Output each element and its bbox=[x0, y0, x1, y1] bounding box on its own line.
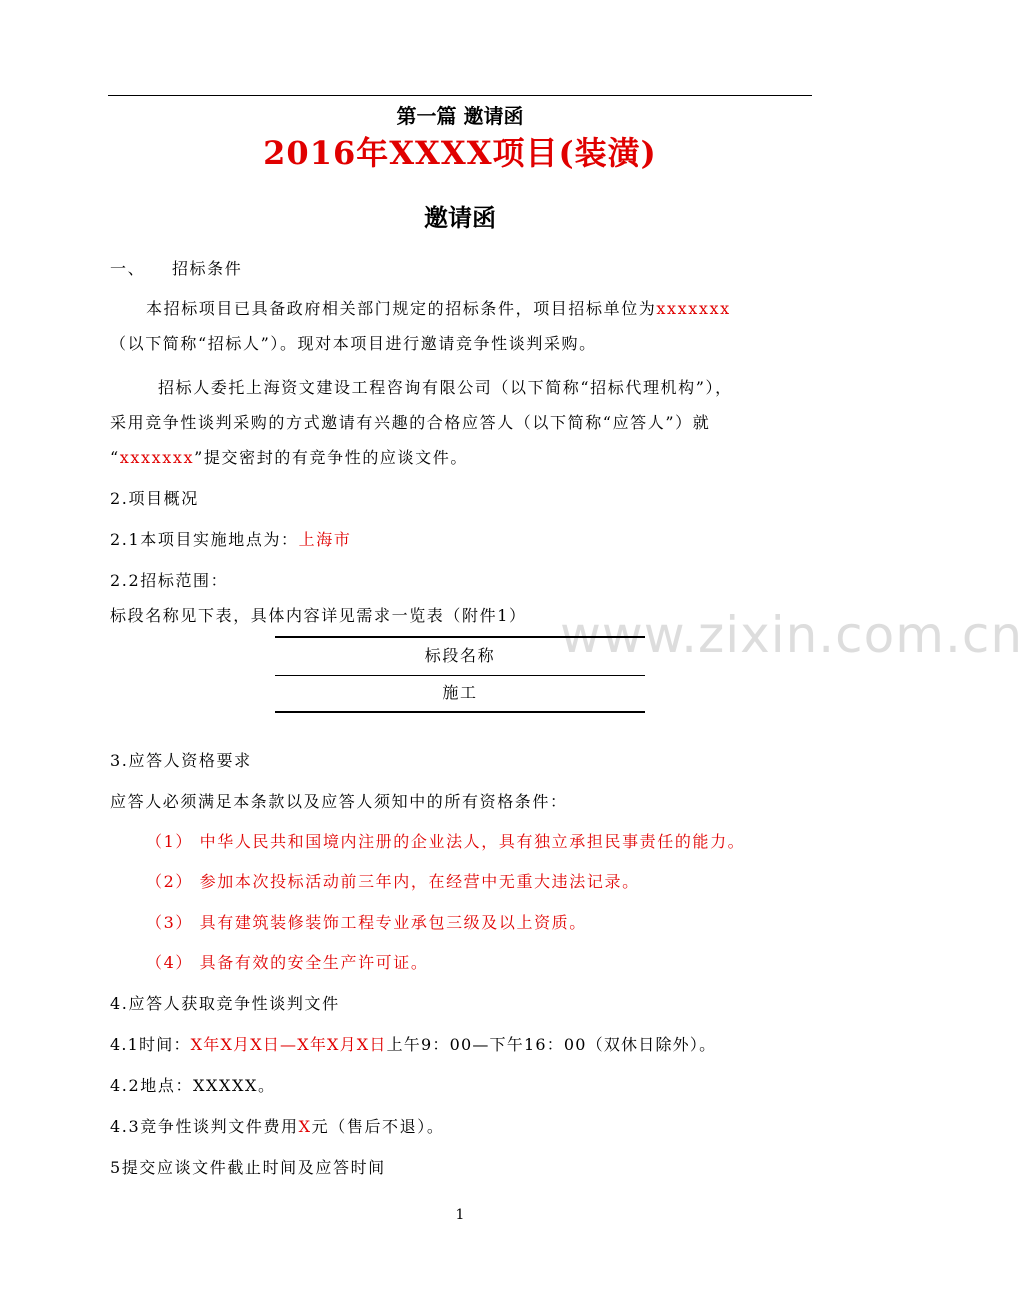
doc-title: 邀请函 bbox=[424, 204, 496, 232]
paragraph-2-line-2: 采用竞争性谈判采购的方式邀请有兴趣的合格应答人（以下简称“应答人”）就 bbox=[110, 413, 711, 432]
location-line bbox=[110, 527, 351, 550]
table-row-cell: 施工 bbox=[442, 683, 478, 702]
project-title: 2016年XXXX项目(装潢) bbox=[263, 134, 657, 172]
qualification-item-1: （1） 中华人民共和国境内注册的企业法人，具有独立承担民事责任的能力。 bbox=[146, 832, 746, 851]
table-header-cell: 标段名称 bbox=[424, 646, 496, 665]
paragraph-1-line-2: （以下简称“招标人”）。现对本项目进行邀请竞争性谈判采购。 bbox=[110, 334, 597, 353]
paragraph-1-text: 本招标项目已具备政府相关部门规定的招标条件，项目招标单位为 bbox=[146, 299, 657, 318]
section-3-heading: 3.应答人资格要求 bbox=[110, 751, 252, 770]
project-placeholder: xxxxxxx bbox=[119, 448, 195, 467]
qualification-intro: 应答人必须满足本条款以及应答人须知中的所有资格条件： bbox=[110, 792, 568, 811]
section-5-heading: 5提交应谈文件截止时间及应答时间 bbox=[110, 1158, 386, 1177]
qualification-item-3: （3） 具有建筑装修装饰工程专业承包三级及以上资质。 bbox=[146, 913, 587, 932]
paragraph-2-line-3 bbox=[110, 445, 468, 468]
time-date-range: X年X月X日—X年X月X日 bbox=[190, 1035, 387, 1054]
section-1-heading: 一、 招标条件 bbox=[110, 259, 243, 278]
table-top-rule bbox=[275, 636, 645, 638]
paragraph-2-tail: ”提交密封的有竞争性的应谈文件。 bbox=[194, 448, 468, 467]
table-bottom-rule bbox=[275, 711, 645, 713]
fee-label: 4.3竞争性谈判文件费用 bbox=[110, 1117, 299, 1136]
time-hours: 上午9：00—下午16：00（双休日除外）。 bbox=[386, 1035, 717, 1054]
location-label: 2.1本项目实施地点为： bbox=[110, 530, 299, 549]
bidder-placeholder: xxxxxxx bbox=[656, 299, 731, 318]
section-2-heading: 2.项目概况 bbox=[110, 489, 199, 508]
header-rule bbox=[108, 95, 812, 96]
fee-line bbox=[110, 1114, 444, 1137]
section-4-heading: 4.应答人获取竞争性谈判文件 bbox=[110, 994, 340, 1013]
part-title: 第一篇 邀请函 bbox=[396, 104, 524, 128]
qualification-item-2: （2） 参加本次投标活动前三年内，在经营中无重大违法记录。 bbox=[146, 872, 640, 891]
quote-open: “ bbox=[110, 448, 120, 467]
scope-line: 2.2招标范围： bbox=[110, 571, 229, 590]
page-number: 1 bbox=[455, 1207, 465, 1223]
paragraph-2-line-1: 招标人委托上海资文建设工程咨询有限公司（以下简称“招标代理机构”）， bbox=[158, 378, 733, 397]
place-line: 4.2地点：XXXXX。 bbox=[110, 1076, 276, 1095]
time-line bbox=[110, 1032, 716, 1055]
paragraph-1-line-1 bbox=[146, 296, 731, 319]
watermark: www.zixin.com.cn bbox=[560, 606, 1023, 664]
time-label: 4.1时间： bbox=[110, 1035, 191, 1054]
qualification-item-4: （4） 具备有效的安全生产许可证。 bbox=[146, 953, 429, 972]
location-value: 上海市 bbox=[298, 530, 352, 549]
fee-amount: X bbox=[298, 1117, 312, 1136]
table-mid-rule bbox=[275, 675, 645, 676]
fee-note: 元（售后不退）。 bbox=[311, 1117, 445, 1136]
scope-description: 标段名称见下表，具体内容详见需求一览表（附件1） bbox=[110, 606, 527, 625]
